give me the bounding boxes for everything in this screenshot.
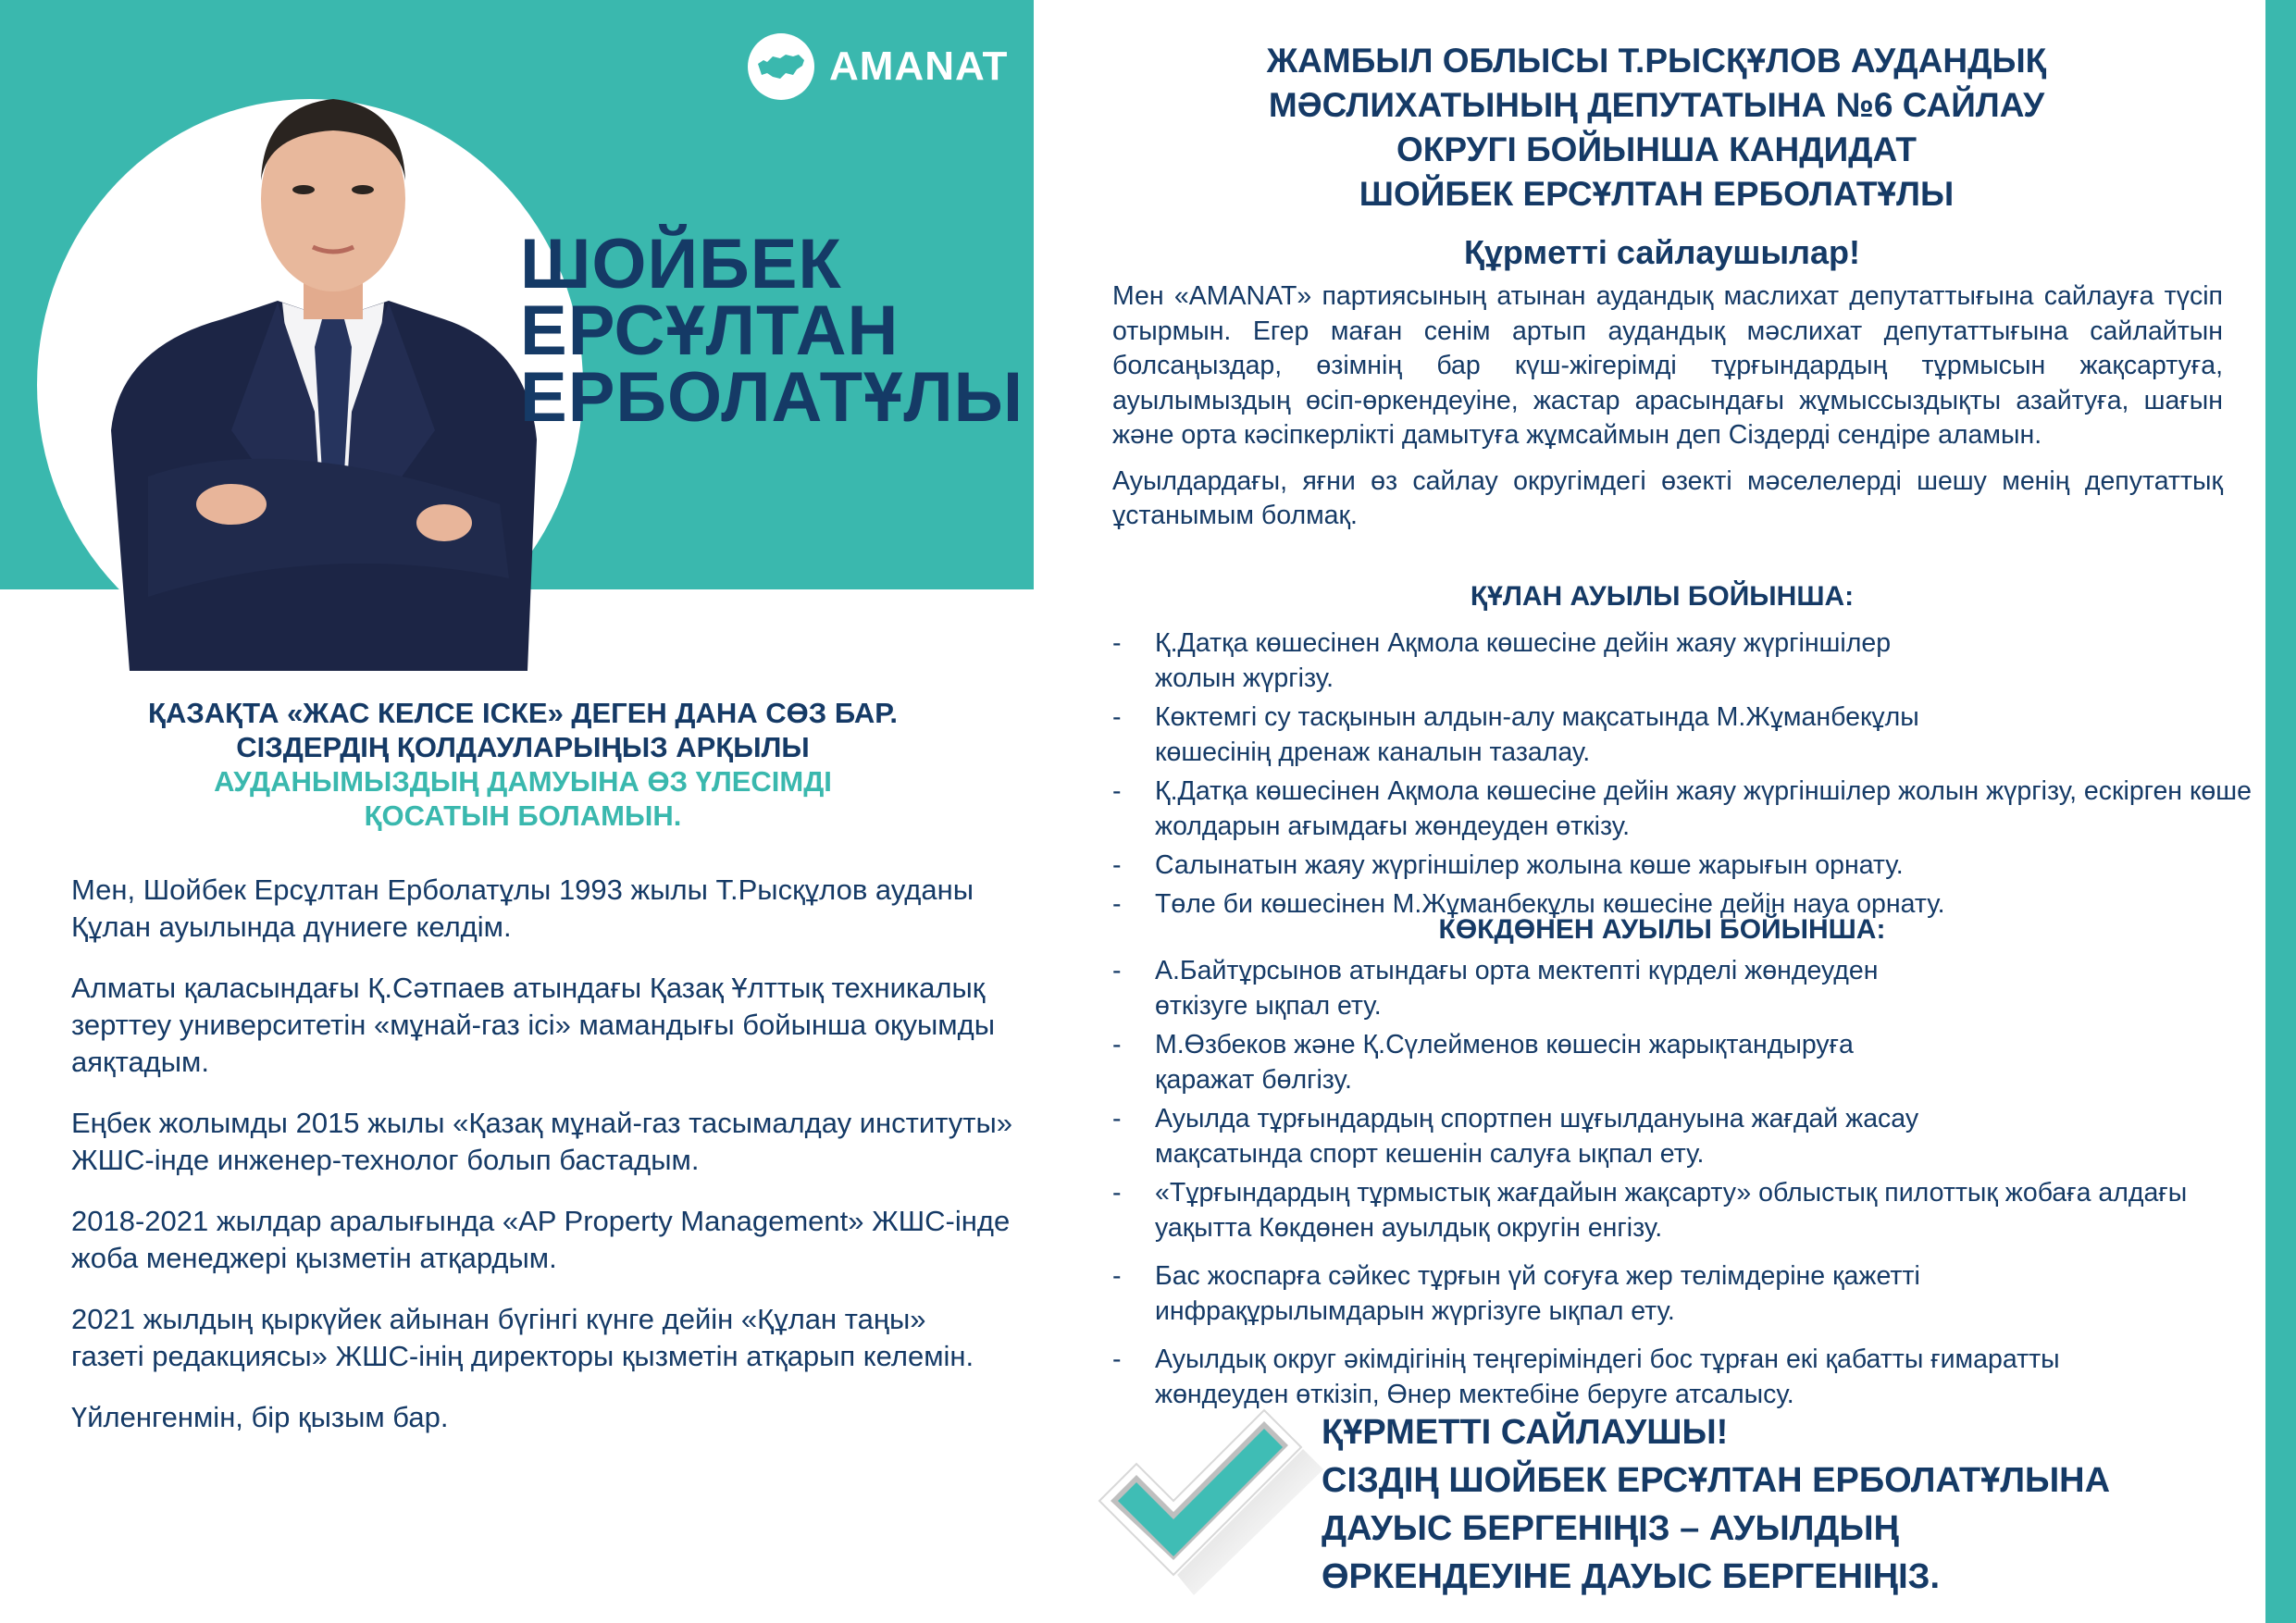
section-heading-kokdonen: КӨКДӨНЕН АУЫЛЫ БОЙЫНША: (1438, 914, 1886, 945)
bio-paragraph: Еңбек жолымды 2015 жылы «Қазақ мұнай-газ тасымалдау институты» ЖШС-інде инженер-технолог болып бастадым. (71, 1107, 1012, 1176)
page-title (1101, 39, 2212, 217)
list-item: - М.Өзбеков және Қ.Сүлейменов көшесін жарықтандыруға қаражат бөлгізу. (1112, 1027, 1927, 1097)
biography (71, 872, 1052, 1460)
list-item: - Ауылдық округ әкімдігінің теңгеріміндегі бос тұрған екі қабатты ғимаратты жөндеуден өткізіп, Өнер мектебіне беруге атсалысу. (1112, 1342, 2130, 1412)
bio-paragraph: 2021 жылдың қыркүйек айынан бүгінгі күнге дейін «Құлан таңы» газеті редакциясы» ЖШС-інің директоры қызметін атқарып келемін. (71, 1303, 974, 1372)
greeting: Құрметті сайлаушылар! (1463, 233, 1861, 271)
title-line: МӘСЛИХАТЫНЫҢ ДЕПУТАТЫНА №6 САЙЛАУ (1268, 86, 2045, 124)
bio-paragraph: Мен, Шойбек Ерсұлтан Ерболатұлы 1993 жылы Т.Рысқұлов ауданы Құлан ауылында дүниеге келдім. (71, 873, 974, 943)
bullet-dash: - (1112, 1261, 1122, 1291)
list-item: - А.Байтұрсынов атындағы орта мектепті күрделі жөндеуден өткізуге ықпал ету. (1112, 953, 1927, 1023)
list-item: - Бас жоспарға сәйкес тұрғын үй соғуға жер телімдеріне қажетті инфрақұрылымдарын жүргізуге ықпал ету. (1112, 1258, 2130, 1329)
slogan-line: ҚАЗАҚТА «ЖАС КЕЛСЕ ІСКЕ» ДЕГЕН ДАНА СӨЗ БАР. (148, 697, 898, 729)
list-item: - Ауылда тұрғындардың спортпен шұғылдануына жағдай жасау мақсатында спорт кешенін салуға ықпал ету. (1112, 1101, 2056, 1171)
list-item: - Салынатын жаяу жүргіншілер жолына көше жарығын орнату. (1112, 848, 2260, 883)
list-item: - Көктемгі су тасқынын алдын-алу мақсатында М.Жұманбекұлы көшесінің дренаж каналын тазалау. (1112, 700, 1945, 770)
slogan-line-highlight: АУДАНЫМЫЗДЫҢ ДАМУЫНА ӨЗ ҮЛЕСІМДІ (214, 765, 832, 798)
list-item: - Қ.Датқа көшесінен Ақмола көшесіне дейін жаяу жүргіншілер жолын жүргізу, ескірген көше жолдарын ағымдағы жөндеуден өткізу. (1112, 774, 2260, 844)
intro-text (1112, 279, 2223, 545)
candidate-name (520, 225, 1024, 437)
name-line: ШОЙБЕК (520, 225, 842, 304)
bullet-dash: - (1112, 1104, 1122, 1134)
bullet-dash: - (1112, 1178, 1122, 1208)
call-to-action (1322, 1408, 2110, 1601)
bio-paragraph: 2018-2021 жылдар аралығында «AP Property Management» ЖШС-інде жоба менеджері қызметін атқардым. (71, 1205, 1011, 1274)
kulan-list (1112, 626, 2260, 925)
intro-paragraph: Ауылдардағы, яғни өз сайлау округімдегі өзекті мәселелерді шешу менің депутаттық ұстанымым болмақ. (1112, 465, 2223, 530)
list-item: - Төле би көшесінен М.Жұманбекұлы көшесіне дейін науа орнату. (1112, 886, 2260, 922)
bullet-dash: - (1112, 1344, 1122, 1374)
title-line: ЖАМБЫЛ ОБЛЫСЫ Т.РЫСҚҰЛОВ АУДАНДЫҚ (1266, 42, 2047, 80)
cta-line: ӨРКЕНДЕУІНЕ ДАУЫС БЕРГЕНІҢІЗ. (1322, 1557, 1941, 1596)
amanat-logo (748, 33, 1008, 100)
cta-line: СІЗДІҢ ШОЙБЕК ЕРСҰЛТАН ЕРБОЛАТҰЛЫНА (1322, 1461, 2111, 1500)
bullet-dash: - (1112, 850, 1122, 880)
list-item: - «Тұрғындардың тұрмыстық жағдайын жақсарту» облыстық пилоттық жобаға алдағы уақытта Көкдөнен ауылдық округін енгізу. (1112, 1175, 2260, 1245)
cta-line: ҚҰРМЕТТІ САЙЛАУШЫ! (1322, 1413, 1729, 1452)
slogan-line: СІЗДЕРДІҢ ҚОЛДАУЛАРЫҢЫЗ АРҚЫЛЫ (236, 731, 810, 763)
kokdonen-list (1112, 953, 2260, 1416)
slogan-line-highlight: ҚОСАТЫН БОЛАМЫН. (364, 799, 682, 832)
bullet-dash: - (1112, 628, 1122, 658)
bullet-dash: - (1112, 1030, 1122, 1059)
logo-text: AMANAT (829, 43, 1009, 89)
checkmark-icon (1092, 1405, 1323, 1617)
bullet-dash: - (1112, 702, 1122, 732)
bio-paragraph: Алматы қаласындағы Қ.Сәтпаев атындағы Қазақ Ұлттық техникалық зерттеу университетін «мұнай-газ ісі» мамандығы бойынша оқуымды аяқтадым. (71, 972, 995, 1078)
bullet-dash: - (1112, 889, 1122, 919)
section-heading-kulan: ҚҰЛАН АУЫЛЫ БОЙЫНША: (1470, 581, 1855, 612)
bio-paragraph: Үйленгенмін, бір қызым бар. (71, 1401, 449, 1433)
title-line: ОКРУГІ БОЙЫНША КАНДИДАТ (1396, 130, 1917, 168)
intro-paragraph: Мен «AMANAT» партиясының атынан аудандық маслихат депутаттығына сайлауға түсіп отырмын. Егер маған сенім артып аудандық мәслихат депутаттығына сайлайтын болсаңыздар, өзімнің бар күш-жігерімді тұрғындардың тұрмысын жақсартуға, ауылымыздың өсіп-өркендеуіне, жастар арасындағы жұмыссыздықты азайтуға, шағын және орта кәсіпкерлікті дамытуға жұмсаймын деп Сіздерді сендіре аламын. (1112, 281, 2223, 450)
bullet-dash: - (1112, 776, 1122, 806)
kazakhstan-map-icon (748, 33, 814, 100)
list-item: - Қ.Датқа көшесінен Ақмола көшесіне дейін жаяу жүргіншілер жолын жүргізу. (1112, 626, 1945, 696)
title-line: ШОЙБЕК ЕРСҰЛТАН ЕРБОЛАТҰЛЫ (1359, 175, 1955, 213)
cta-line: ДАУЫС БЕРГЕНІҢІЗ – АУЫЛДЫҢ (1322, 1509, 1900, 1548)
candidate-photo (93, 42, 574, 671)
name-line: ЕРСҰЛТАН (520, 291, 900, 370)
name-line: ЕРБОЛАТҰЛЫ (520, 358, 1024, 437)
teal-side-strip (2265, 0, 2296, 1623)
slogan (37, 696, 1009, 833)
bullet-dash: - (1112, 956, 1122, 985)
